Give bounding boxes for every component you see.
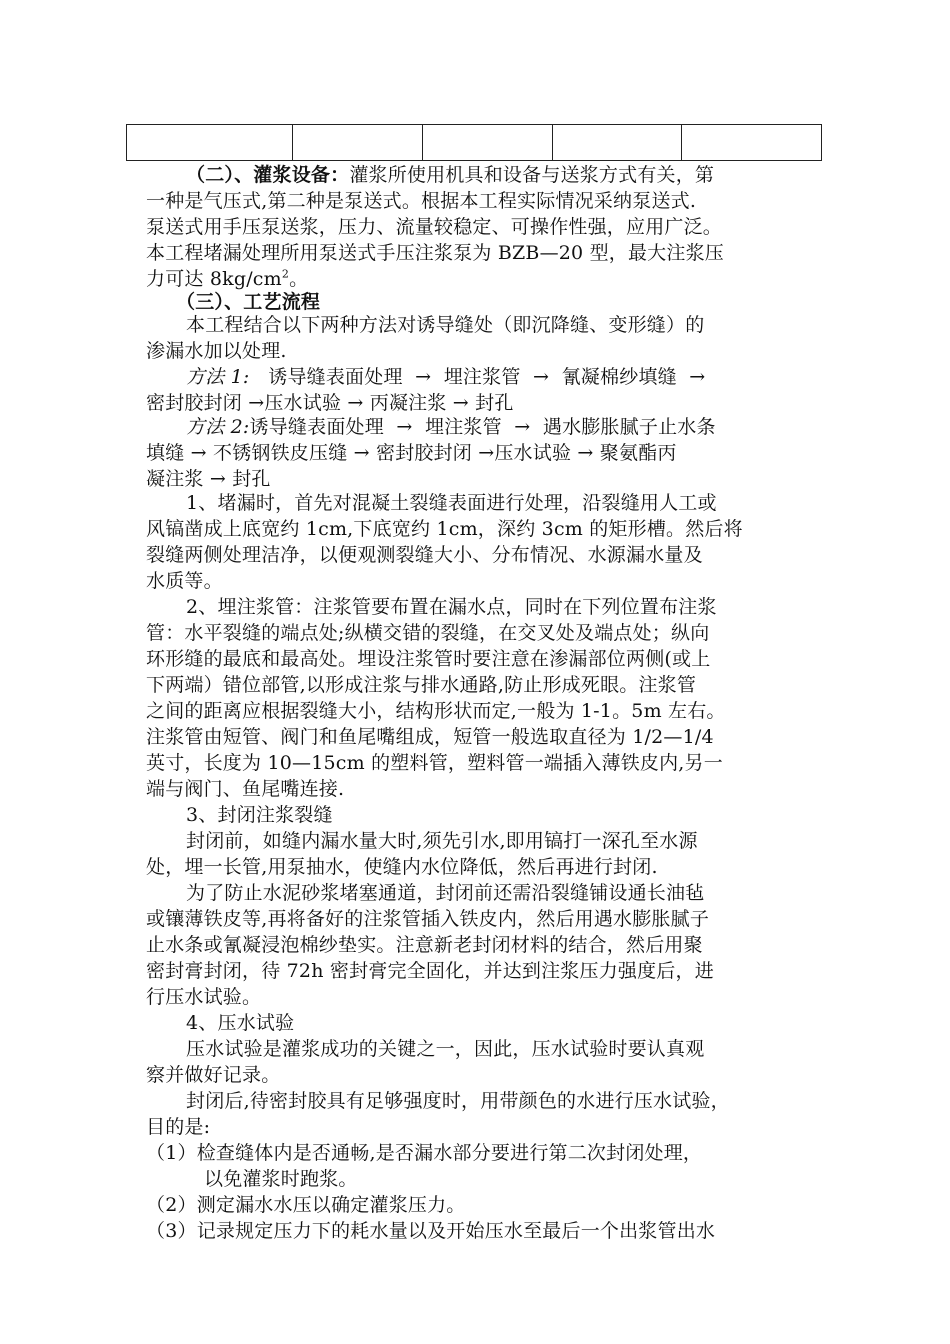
table-row [127,125,822,161]
text-line: 之间的距离应根据裂缝大小，结构形状而定,一般为 1-1。5m 左右。 [146,700,726,722]
list-item: （3）记录规定压力下的耗水量以及开始压水至最后一个出浆管出水 [146,1220,716,1242]
subheading: 3、封闭注浆裂缝 [186,804,333,826]
table-cell [423,125,553,161]
text-line: 风镐凿成上底宽约 1cm,下底宽约 1cm，深约 3cm 的矩形槽。然后将 [146,518,743,540]
text-line: 密封胶封闭 →压水试验 → 丙凝注浆 → 封孔 [146,392,514,414]
text-line: 密封膏封闭，待 72h 密封膏完全固化，并达到注浆压力强度后，进 [146,960,714,982]
table-cell [293,125,423,161]
text-line: 裂缝两侧处理洁净，以便观测裂缝大小、分布情况、水源漏水量及 [146,544,703,566]
text-line: 2、埋注浆管：注浆管要布置在漏水点，同时在下列位置布注浆 [186,596,717,618]
subheading: 4、压水试验 [186,1012,295,1034]
text-line: 渗漏水加以处理. [146,340,287,362]
section2-first-line [186,162,876,188]
text-line: 泵送式用手压泵送浆，压力、流量较稳定、可操作性强，应用广泛。 [146,216,723,238]
text-fragment: 。 [289,268,309,290]
method2-line [186,414,876,440]
method1-label: 方法 1: [186,366,250,388]
text-line: 行压水试验。 [146,986,262,1008]
table-cell [682,125,822,161]
text-line: 封闭前，如缝内漏水量大时,须先引水,即用镐打一深孔至水源 [186,830,698,852]
text-line: 下两端）错位部管,以形成注浆与排水通路,防止形成死眼。注浆管 [146,674,697,696]
text-line: 处，埋一长管,用泵抽水，使缝内水位降低，然后再进行封闭. [146,856,658,878]
list-item: （2）测定漏水水压以确定灌浆压力。 [146,1194,466,1216]
text-line: 凝注浆 → 封孔 [146,468,271,490]
text-line: 英寸，长度为 10—15cm 的塑料管，塑料管一端插入薄铁皮内,另一 [146,752,723,774]
text-line: 1、堵漏时，首先对混凝土裂缝表面进行处理，沿裂缝用人工或 [186,492,717,514]
top-table [126,124,822,161]
text-fragment: 诱导缝表面处理 → 埋注浆管 → 遇水膨胀腻子止水条 [249,416,716,438]
text-line: 水质等。 [146,570,223,592]
text-line: 封闭后,待密封胶具有足够强度时，用带颜色的水进行压水试验， [186,1090,730,1112]
text-line: 目的是: [146,1116,211,1138]
text-line: 止水条或氰凝浸泡棉纱垫实。注意新老封闭材料的结合，然后用聚 [146,934,703,956]
table-cell [553,125,682,161]
table-cell [127,125,293,161]
text-fragment: 力可达 8kg/cm [146,268,282,290]
list-item: （1）检查缝体内是否通畅,是否漏水部分要进行第二次封闭处理， [146,1142,703,1164]
text-line: 灌浆所使用机具和设备与送浆方式有关，第 [349,164,715,186]
text-line: 本工程堵漏处理所用泵送式手压注浆泵为 BZB—20 型，最大注浆压 [146,242,724,264]
text-line: 环形缝的最底和最高处。埋设注浆管时要注意在渗漏部位两侧(或上 [146,648,711,670]
text-fragment: 诱导缝表面处理 → 埋注浆管 → 氰凝棉纱填缝 → [249,366,706,388]
text-line: 或镶薄铁皮等,再将备好的注浆管插入铁皮内，然后用遇水膨胀腻子 [146,908,710,930]
text-line: 填缝 → 不锈钢铁皮压缝 → 密封胶封闭 →压水试验 → 聚氨酯丙 [146,442,677,464]
superscript: 2 [281,267,290,281]
section3-heading: （三）、工艺流程 [176,291,321,313]
text-line: 注浆管由短管、阀门和鱼尾嘴组成，短管一般选取直径为 1/2—1/4 [146,726,714,748]
text-line: 本工程结合以下两种方法对诱导缝处（即沉降缝、变形缝）的 [186,314,705,336]
text-line: 管：水平裂缝的端点处;纵横交错的裂缝，在交叉处及端点处；纵向 [146,622,710,644]
text-line: 为了防止水泥砂浆堵塞通道，封闭前还需沿裂缝铺设通长油毡 [186,882,705,904]
list-item-continuation: 以免灌浆时跑浆。 [204,1168,358,1190]
text-line: 端与阀门、鱼尾嘴连接. [146,778,345,800]
section2-heading: （二）、灌浆设备： [186,164,350,186]
method2-label: 方法 2: [186,416,250,438]
text-line: 压水试验是灌浆成功的关键之一，因此，压水试验时要认真观 [186,1038,705,1060]
text-line: 一种是气压式,第二种是泵送式。根据本工程实际情况采纳泵送式. [146,190,697,212]
method1-line [186,364,876,390]
text-line: 察并做好记录。 [146,1064,281,1086]
